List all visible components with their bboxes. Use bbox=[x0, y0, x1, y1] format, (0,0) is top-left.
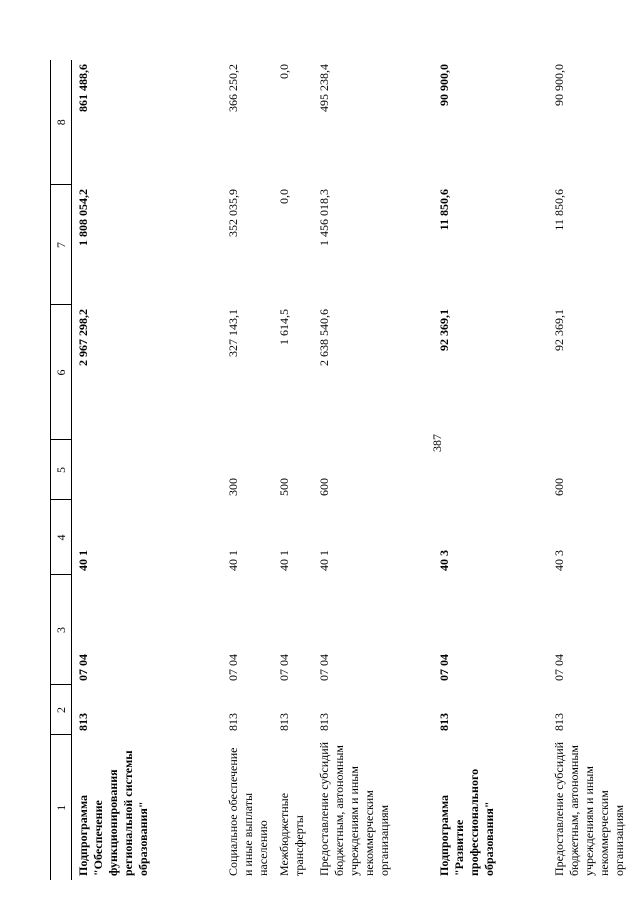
row-name-cell: Межбюджетные трансферты bbox=[276, 792, 306, 876]
row-target-article-cell: 40 3 bbox=[551, 550, 566, 571]
row-target-article-cell: 40 1 bbox=[276, 550, 291, 571]
row-section-code-cell: 07 04 bbox=[276, 654, 291, 681]
row-section-code-cell: 07 04 bbox=[225, 654, 240, 681]
row-amount-col6-cell: 92 369,1 bbox=[436, 309, 451, 351]
row-expense-type-cell bbox=[72, 440, 222, 500]
table-body bbox=[72, 60, 640, 880]
row-section-code-cell: 07 04 bbox=[76, 654, 90, 681]
rotated-table-wrapper bbox=[50, 60, 626, 880]
row-amount-col7-cell: 11 850,6 bbox=[551, 189, 566, 231]
row-amount-col8-cell: 90 900,0 bbox=[436, 64, 451, 106]
row-amount-col8-cell: 861 488,6 bbox=[76, 64, 90, 112]
row-amount-col8-cell: 0,0 bbox=[276, 64, 291, 79]
header-cell: 8 bbox=[51, 60, 72, 185]
header-row bbox=[51, 60, 72, 880]
row-amount-col8-cell: 366 250,2 bbox=[225, 64, 240, 112]
row-ministry-code-cell: 813 bbox=[316, 713, 331, 731]
header-cell: 1 bbox=[51, 735, 72, 880]
row-ministry-code-cell: 813 bbox=[436, 713, 451, 731]
table-row bbox=[72, 60, 222, 880]
row-target-article-cell: 40 1 bbox=[76, 550, 90, 571]
row-expense-type-cell: 600 bbox=[551, 478, 566, 496]
row-amount-col8-cell: 495 238,4 bbox=[316, 64, 331, 112]
row-section-code-cell: 07 04 bbox=[551, 654, 566, 681]
row-target-article-cell: 40 3 bbox=[436, 550, 451, 571]
row-amount-col8-cell: 90 900,0 bbox=[551, 64, 566, 106]
table-row bbox=[273, 60, 313, 880]
row-amount-col7-cell: 352 035,9 bbox=[225, 189, 240, 237]
row-target-article-cell: 40 1 bbox=[316, 550, 331, 571]
row-expense-type-cell: 300 bbox=[225, 478, 240, 496]
header-cell: 4 bbox=[51, 500, 72, 575]
row-section-code-cell: 07 04 bbox=[436, 654, 451, 681]
header-cell: 2 bbox=[51, 685, 72, 735]
row-amount-col7-cell: 1 456 018,3 bbox=[316, 189, 331, 246]
header-cell: 5 bbox=[51, 440, 72, 500]
row-amount-col6-cell: 1 614,5 bbox=[276, 309, 291, 345]
row-ministry-code-cell: 813 bbox=[276, 713, 291, 731]
row-name-cell: Подпрограмма "Развитие профессионального образования" bbox=[436, 768, 496, 876]
row-amount-col7-cell: 11 850,6 bbox=[436, 189, 451, 231]
row-amount-col6-cell: 2 967 298,2 bbox=[76, 309, 90, 366]
page-number: 387 bbox=[430, 434, 444, 452]
table-row bbox=[222, 60, 273, 880]
row-amount-col7-cell: 0,0 bbox=[276, 189, 291, 204]
header-cell: 3 bbox=[51, 575, 72, 685]
row-expense-type-cell: 600 bbox=[316, 478, 331, 496]
table-row bbox=[548, 60, 640, 880]
budget-table bbox=[50, 60, 640, 880]
row-name-cell: Подпрограмма "Обеспечение функционирования региональной системы образования" bbox=[76, 750, 150, 876]
header-cell: 7 bbox=[51, 185, 72, 305]
row-name-cell: Предоставление субсидий бюджетным, автономным учреждениям и иным некоммерческим организациям bbox=[551, 741, 626, 876]
row-ministry-code-cell: 813 bbox=[76, 713, 90, 731]
table-row bbox=[313, 60, 433, 880]
header-cell: 6 bbox=[51, 305, 72, 440]
row-name-cell: Предоставление субсидий бюджетным, автономным учреждениям и иным некоммерческим организациям bbox=[316, 741, 391, 876]
row-ministry-code-cell: 813 bbox=[551, 713, 566, 731]
row-name-cell: Социальное обеспечение и иные выплаты населению bbox=[225, 747, 270, 876]
table-row bbox=[433, 60, 548, 880]
row-amount-col6-cell: 327 143,1 bbox=[225, 309, 240, 357]
row-expense-type-cell bbox=[433, 440, 548, 500]
row-expense-type-cell: 500 bbox=[276, 478, 291, 496]
row-amount-col6-cell: 92 369,1 bbox=[551, 309, 566, 351]
row-section-code-cell: 07 04 bbox=[316, 654, 331, 681]
row-amount-col7-cell: 1 808 054,2 bbox=[76, 189, 90, 246]
row-amount-col6-cell: 2 638 540,6 bbox=[316, 309, 331, 366]
row-ministry-code-cell: 813 bbox=[225, 713, 240, 731]
row-target-article-cell: 40 1 bbox=[225, 550, 240, 571]
